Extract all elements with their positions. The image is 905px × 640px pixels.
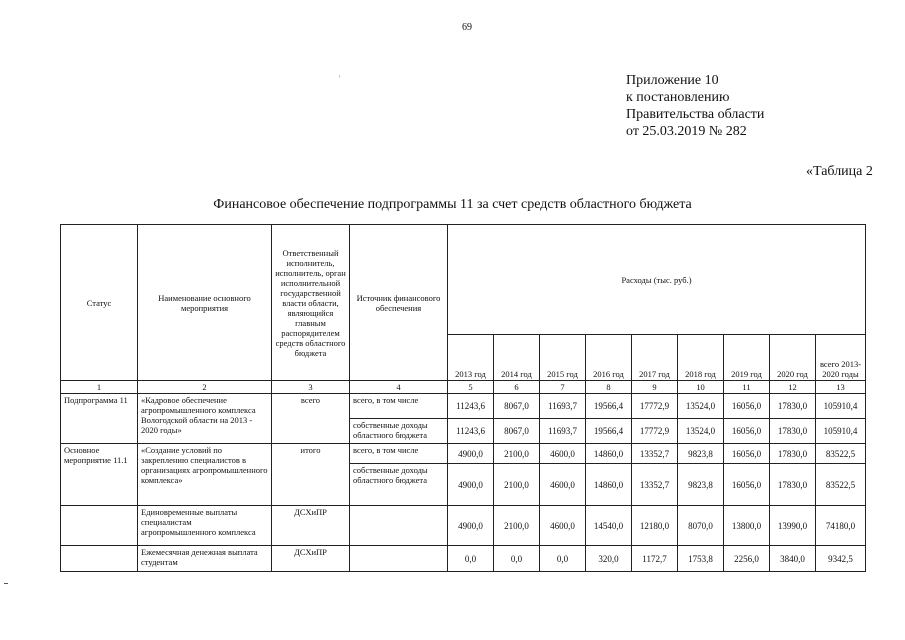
column-index: 1 — [61, 381, 138, 394]
value-cell: 14540,0 — [586, 506, 632, 546]
scan-mark: ' — [339, 74, 341, 83]
value-cell: 4600,0 — [540, 444, 586, 464]
value-cell-total: 74180,0 — [816, 506, 866, 546]
value-cell: 8067,0 — [494, 419, 540, 444]
value-cell: 1753,8 — [678, 546, 724, 572]
appendix-line: Приложение 10 — [626, 73, 719, 88]
column-index: 2 — [138, 381, 272, 394]
column-index: 12 — [770, 381, 816, 394]
value-cell: 13800,0 — [724, 506, 770, 546]
value-cell: 11243,6 — [448, 394, 494, 419]
row-name: «Создание условий по закреплению специалистов в организациях агропромышленного комплекса» — [138, 444, 272, 506]
column-index: 8 — [586, 381, 632, 394]
scan-mark — [4, 583, 8, 584]
value-cell: 14860,0 — [586, 444, 632, 464]
header-year: 2013 год — [448, 335, 494, 381]
value-cell: 17830,0 — [770, 419, 816, 444]
row-executor: ДСХиПР — [272, 506, 350, 546]
row-source — [350, 546, 448, 572]
row-source: всего, в том числе — [350, 444, 448, 464]
value-cell: 9823,8 — [678, 464, 724, 506]
value-cell: 13990,0 — [770, 506, 816, 546]
column-index: 10 — [678, 381, 724, 394]
column-index: 13 — [816, 381, 866, 394]
value-cell-total: 9342,5 — [816, 546, 866, 572]
page-number: 69 — [462, 22, 472, 33]
value-cell: 11693,7 — [540, 419, 586, 444]
value-cell: 2256,0 — [724, 546, 770, 572]
value-cell: 13524,0 — [678, 394, 724, 419]
header-status: Статус — [61, 225, 138, 381]
row-name: Единовременные выплаты специалистам агропромышленного комплекса — [138, 506, 272, 546]
value-cell: 3840,0 — [770, 546, 816, 572]
value-cell: 2100,0 — [494, 464, 540, 506]
value-cell: 17772,9 — [632, 419, 678, 444]
row-source: собственные доходы областного бюджета — [350, 419, 448, 444]
header-year: 2014 год — [494, 335, 540, 381]
value-cell: 4900,0 — [448, 464, 494, 506]
value-cell-total: 83522,5 — [816, 464, 866, 506]
row-executor: итого — [272, 444, 350, 506]
column-index: 4 — [350, 381, 448, 394]
value-cell: 8067,0 — [494, 394, 540, 419]
column-index: 9 — [632, 381, 678, 394]
header-expenses: Расходы (тыс. руб.) — [448, 225, 866, 335]
value-cell: 4600,0 — [540, 464, 586, 506]
header-year: 2016 год — [586, 335, 632, 381]
row-executor: всего — [272, 394, 350, 444]
header-year: 2020 год — [770, 335, 816, 381]
column-index: 3 — [272, 381, 350, 394]
row-name: Ежемесячная денежная выплата студентам — [138, 546, 272, 572]
value-cell: 16056,0 — [724, 394, 770, 419]
header-source: Источник финансового обеспечения — [350, 225, 448, 381]
value-cell: 17772,9 — [632, 394, 678, 419]
row-status — [61, 506, 138, 546]
column-index: 5 — [448, 381, 494, 394]
value-cell: 1172,7 — [632, 546, 678, 572]
value-cell: 0,0 — [448, 546, 494, 572]
value-cell-total: 105910,4 — [816, 419, 866, 444]
value-cell: 13352,7 — [632, 444, 678, 464]
value-cell-total: 83522,5 — [816, 444, 866, 464]
value-cell: 320,0 — [586, 546, 632, 572]
value-cell: 9823,8 — [678, 444, 724, 464]
value-cell-total: 105910,4 — [816, 394, 866, 419]
value-cell: 17830,0 — [770, 464, 816, 506]
row-status: Основное мероприятие 11.1 — [61, 444, 138, 506]
value-cell: 13352,7 — [632, 464, 678, 506]
header-year: 2018 год — [678, 335, 724, 381]
value-cell: 17830,0 — [770, 394, 816, 419]
appendix-line: от 25.03.2019 № 282 — [626, 124, 747, 139]
row-executor: ДСХиПР — [272, 546, 350, 572]
appendix-line: к постановлению — [626, 90, 730, 105]
column-index: 7 — [540, 381, 586, 394]
value-cell: 0,0 — [540, 546, 586, 572]
row-name: «Кадровое обеспечение агропромышленного комплекса Вологодской области на 2013 - 2020 годы» — [138, 394, 272, 444]
value-cell: 4600,0 — [540, 506, 586, 546]
header-executor: Ответственный исполнитель, исполнитель, орган исполнительной государственной власти области, являющийся главным распорядителем средств областного бюджета — [272, 225, 350, 381]
row-status — [61, 546, 138, 572]
value-cell: 16056,0 — [724, 464, 770, 506]
row-source: всего, в том числе — [350, 394, 448, 419]
value-cell: 16056,0 — [724, 444, 770, 464]
header-year-total: всего 2013-2020 годы — [816, 335, 866, 381]
financing-table — [60, 224, 866, 572]
header-year: 2019 год — [724, 335, 770, 381]
value-cell: 0,0 — [494, 546, 540, 572]
value-cell: 19566,4 — [586, 419, 632, 444]
value-cell: 2100,0 — [494, 444, 540, 464]
value-cell: 14860,0 — [586, 464, 632, 506]
value-cell: 2100,0 — [494, 506, 540, 546]
value-cell: 11693,7 — [540, 394, 586, 419]
column-index: 6 — [494, 381, 540, 394]
header-name: Наименование основного мероприятия — [138, 225, 272, 381]
row-source: собственные доходы областного бюджета — [350, 464, 448, 506]
value-cell: 11243,6 — [448, 419, 494, 444]
appendix-line: Правительства области — [626, 107, 765, 122]
value-cell: 16056,0 — [724, 419, 770, 444]
value-cell: 13524,0 — [678, 419, 724, 444]
value-cell: 4900,0 — [448, 506, 494, 546]
document-title: Финансовое обеспечение подпрограммы 11 за счет средств областного бюджета — [213, 197, 692, 212]
column-index: 11 — [724, 381, 770, 394]
table-label: «Таблица 2 — [806, 164, 873, 179]
value-cell: 8070,0 — [678, 506, 724, 546]
row-source — [350, 506, 448, 546]
value-cell: 19566,4 — [586, 394, 632, 419]
value-cell: 12180,0 — [632, 506, 678, 546]
header-year: 2017 год — [632, 335, 678, 381]
value-cell: 17830,0 — [770, 444, 816, 464]
appendix-block — [626, 72, 764, 140]
header-year: 2015 год — [540, 335, 586, 381]
value-cell: 4900,0 — [448, 444, 494, 464]
row-status: Подпрограмма 11 — [61, 394, 138, 444]
